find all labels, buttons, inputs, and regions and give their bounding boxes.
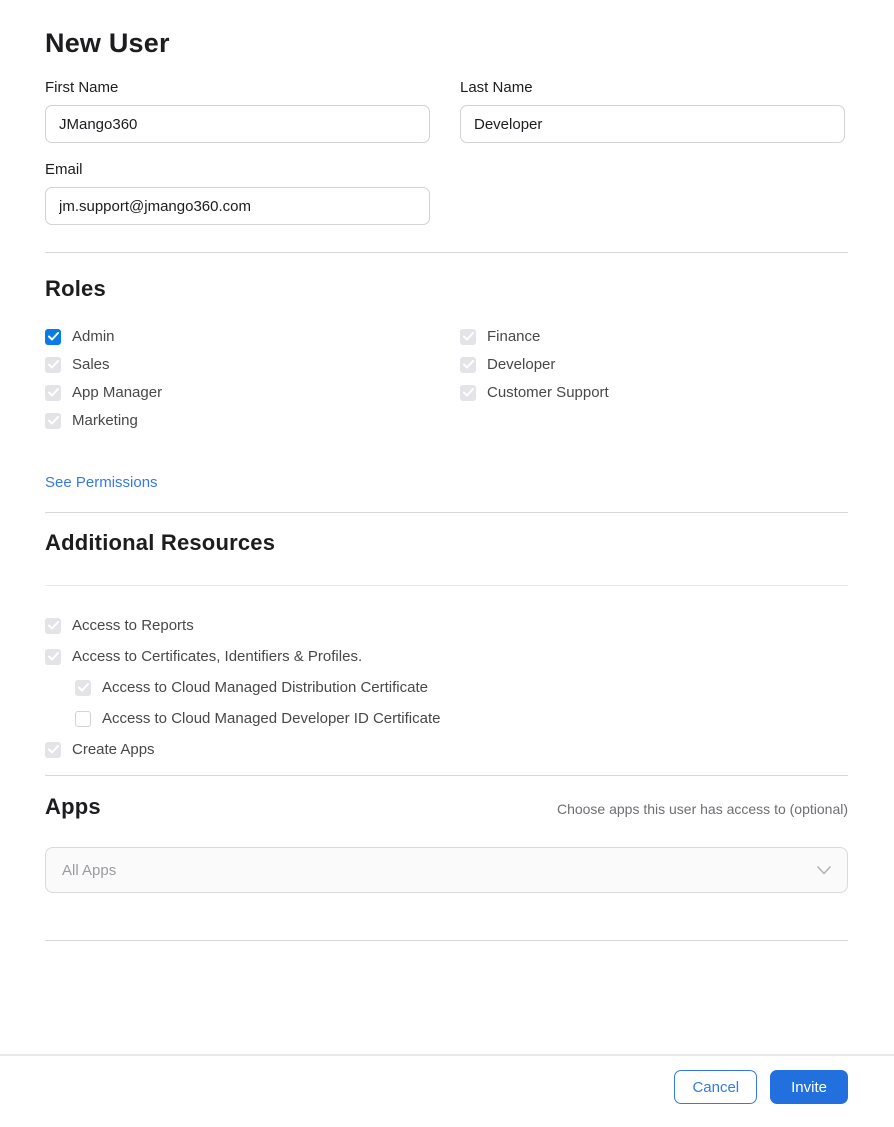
apps-header-row	[45, 794, 848, 820]
checkbox-create-apps	[45, 742, 61, 758]
section-divider	[45, 775, 848, 776]
checkbox-row-access-to-certificates-identifiers-profiles	[45, 648, 848, 665]
checkbox-label: Customer Support	[487, 384, 609, 401]
additional-resources-list	[45, 617, 848, 758]
checkbox-row-developer	[460, 356, 845, 373]
checkbox-access-to-certificates-identifiers-profiles	[45, 649, 61, 665]
checkbox-customer-support	[460, 385, 476, 401]
checkbox-label: Admin	[72, 328, 115, 345]
email-field-group	[45, 161, 430, 225]
apps-select-value: All Apps	[62, 861, 117, 879]
checkbox-label: Developer	[487, 356, 556, 373]
email-label: Email	[45, 161, 83, 178]
modal-footer	[0, 1054, 894, 1127]
page-title: New User	[45, 28, 170, 58]
checkbox-access-to-cloud-managed-developer-id-certificate[interactable]	[75, 711, 91, 727]
first-name-input[interactable]	[45, 105, 430, 143]
checkbox-row-admin	[45, 328, 430, 345]
invite-button[interactable]: Invite	[770, 1070, 848, 1104]
name-fields-row	[45, 79, 848, 225]
section-divider	[45, 940, 848, 941]
checkbox-label: App Manager	[72, 384, 163, 401]
checkbox-sales	[45, 357, 61, 373]
section-divider	[45, 512, 848, 513]
checkbox-label: Create Apps	[72, 741, 155, 758]
checkbox-row-customer-support	[460, 384, 845, 401]
last-name-label: Last Name	[460, 79, 533, 96]
checkbox-row-sales	[45, 356, 430, 373]
checkbox-row-finance	[460, 328, 845, 345]
additional-resources-heading: Additional Resources	[45, 530, 276, 555]
subsection-divider	[45, 585, 848, 586]
apps-caption: Choose apps this user has access to (optional)	[556, 801, 848, 817]
new-user-modal	[0, 28, 894, 941]
last-name-input[interactable]	[460, 105, 845, 143]
section-divider	[45, 252, 848, 253]
checkbox-developer	[460, 357, 476, 373]
first-name-label: First Name	[45, 79, 119, 96]
checkbox-row-marketing	[45, 412, 430, 429]
checkbox-finance	[460, 329, 476, 345]
checkbox-label: Access to Cloud Managed Developer ID Certificate	[102, 710, 441, 727]
checkbox-label: Finance	[487, 328, 541, 345]
email-input[interactable]	[45, 187, 430, 225]
checkbox-row-access-to-cloud-managed-developer-id-certificate	[75, 710, 848, 727]
checkbox-label: Marketing	[72, 412, 138, 429]
checkbox-label: Access to Certificates, Identifiers & Profiles.	[72, 648, 363, 665]
checkbox-label: Access to Reports	[72, 617, 194, 634]
checkbox-row-access-to-reports	[45, 617, 848, 634]
checkbox-row-create-apps	[45, 741, 848, 758]
checkbox-label: Sales	[72, 356, 110, 373]
checkbox-row-app-manager	[45, 384, 430, 401]
checkbox-marketing	[45, 413, 61, 429]
see-permissions-link[interactable]: See Permissions	[45, 474, 158, 491]
apps-select[interactable]	[45, 847, 848, 893]
checkbox-admin[interactable]	[45, 329, 61, 345]
checkbox-label: Access to Cloud Managed Distribution Certificate	[102, 679, 428, 696]
checkbox-app-manager	[45, 385, 61, 401]
chevron-down-icon	[817, 862, 831, 879]
last-name-field-group	[460, 79, 845, 143]
roles-checkbox-grid	[45, 328, 848, 429]
apps-heading: Apps	[45, 794, 101, 819]
first-name-field-group	[45, 79, 430, 143]
roles-column-left	[45, 328, 430, 429]
checkbox-access-to-reports	[45, 618, 61, 634]
checkbox-row-access-to-cloud-managed-distribution-certificate	[75, 679, 848, 696]
checkbox-access-to-cloud-managed-distribution-certificate	[75, 680, 91, 696]
roles-heading: Roles	[45, 276, 106, 301]
cancel-button[interactable]: Cancel	[674, 1070, 757, 1104]
roles-column-right	[460, 328, 845, 429]
